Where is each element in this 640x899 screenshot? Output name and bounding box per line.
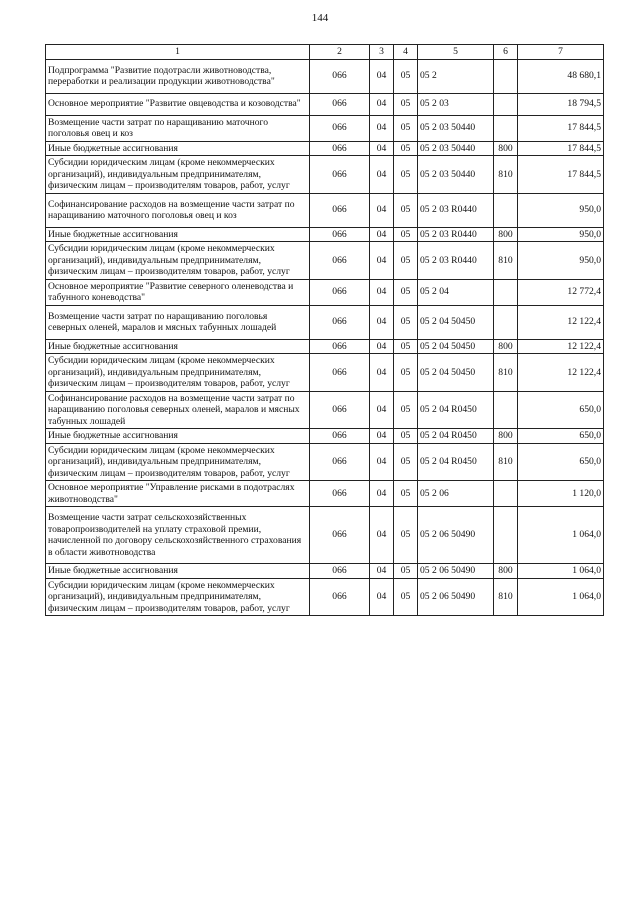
header-cell: 6 bbox=[494, 45, 518, 60]
row-name: Возмещение части затрат по наращиванию маточного поголовья овец и коз bbox=[46, 115, 310, 141]
subsection-code: 05 bbox=[394, 115, 418, 141]
subsection-code: 05 bbox=[394, 305, 418, 339]
target-article-code: 05 2 06 bbox=[418, 481, 494, 507]
section-code: 04 bbox=[370, 156, 394, 194]
amount: 17 844,5 bbox=[518, 141, 604, 156]
grbs-code: 066 bbox=[310, 507, 370, 564]
section-code: 04 bbox=[370, 391, 394, 429]
grbs-code: 066 bbox=[310, 227, 370, 242]
subsection-code: 05 bbox=[394, 141, 418, 156]
amount: 1 064,0 bbox=[518, 564, 604, 579]
expense-type-code bbox=[494, 391, 518, 429]
grbs-code: 066 bbox=[310, 93, 370, 115]
subsection-code: 05 bbox=[394, 429, 418, 444]
target-article-code: 05 2 bbox=[418, 59, 494, 93]
target-article-code: 05 2 03 R0440 bbox=[418, 227, 494, 242]
amount: 1 064,0 bbox=[518, 578, 604, 616]
row-name: Субсидии юридическим лицам (кроме некоммерческих организаций), индивидуальным предпринимателям, физическим лицам – производителям товаров, работ, услуг bbox=[46, 242, 310, 280]
row-name: Подпрограмма "Развитие подотрасли животноводства, переработки и реализации продукции животноводства" bbox=[46, 59, 310, 93]
expense-type-code bbox=[494, 507, 518, 564]
amount: 12 122,4 bbox=[518, 339, 604, 354]
expense-type-code: 810 bbox=[494, 354, 518, 392]
expense-type-code: 810 bbox=[494, 578, 518, 616]
section-code: 04 bbox=[370, 481, 394, 507]
amount: 12 122,4 bbox=[518, 305, 604, 339]
section-code: 04 bbox=[370, 59, 394, 93]
amount: 1 064,0 bbox=[518, 507, 604, 564]
expense-type-code bbox=[494, 193, 518, 227]
row-name: Основное мероприятие "Управление рисками в подотраслях животноводства" bbox=[46, 481, 310, 507]
table-row bbox=[46, 242, 604, 280]
section-code: 04 bbox=[370, 354, 394, 392]
expense-type-code: 800 bbox=[494, 141, 518, 156]
table-row bbox=[46, 279, 604, 305]
target-article-code: 05 2 04 R0450 bbox=[418, 391, 494, 429]
table-row bbox=[46, 93, 604, 115]
section-code: 04 bbox=[370, 141, 394, 156]
header-cell: 1 bbox=[46, 45, 310, 60]
amount: 650,0 bbox=[518, 443, 604, 481]
subsection-code: 05 bbox=[394, 227, 418, 242]
target-article-code: 05 2 04 50450 bbox=[418, 354, 494, 392]
target-article-code: 05 2 06 50490 bbox=[418, 578, 494, 616]
grbs-code: 066 bbox=[310, 391, 370, 429]
amount: 950,0 bbox=[518, 242, 604, 280]
expense-type-code: 810 bbox=[494, 156, 518, 194]
table-row bbox=[46, 578, 604, 616]
subsection-code: 05 bbox=[394, 507, 418, 564]
subsection-code: 05 bbox=[394, 339, 418, 354]
subsection-code: 05 bbox=[394, 354, 418, 392]
amount: 650,0 bbox=[518, 391, 604, 429]
target-article-code: 05 2 03 50440 bbox=[418, 156, 494, 194]
row-name: Иные бюджетные ассигнования bbox=[46, 564, 310, 579]
row-name: Иные бюджетные ассигнования bbox=[46, 429, 310, 444]
subsection-code: 05 bbox=[394, 279, 418, 305]
expense-type-code bbox=[494, 115, 518, 141]
table-row bbox=[46, 115, 604, 141]
target-article-code: 05 2 04 R0450 bbox=[418, 443, 494, 481]
table-row bbox=[46, 156, 604, 194]
subsection-code: 05 bbox=[394, 59, 418, 93]
grbs-code: 066 bbox=[310, 564, 370, 579]
row-name: Субсидии юридическим лицам (кроме некоммерческих организаций), индивидуальным предпринимателям, физическим лицам – производителям товаров, работ, услуг bbox=[46, 354, 310, 392]
row-name: Субсидии юридическим лицам (кроме некоммерческих организаций), индивидуальным предпринимателям, физическим лицам – производителям товаров, работ, услуг bbox=[46, 578, 310, 616]
table-row bbox=[46, 227, 604, 242]
expense-type-code bbox=[494, 279, 518, 305]
grbs-code: 066 bbox=[310, 141, 370, 156]
section-code: 04 bbox=[370, 564, 394, 579]
header-cell: 4 bbox=[394, 45, 418, 60]
table-body bbox=[46, 59, 604, 616]
row-name: Основное мероприятие "Развитие северного оленеводства и табунного коневодства" bbox=[46, 279, 310, 305]
table-row bbox=[46, 507, 604, 564]
amount: 950,0 bbox=[518, 193, 604, 227]
target-article-code: 05 2 06 50490 bbox=[418, 564, 494, 579]
table-row bbox=[46, 305, 604, 339]
amount: 17 844,5 bbox=[518, 115, 604, 141]
grbs-code: 066 bbox=[310, 115, 370, 141]
expense-type-code bbox=[494, 305, 518, 339]
target-article-code: 05 2 03 50440 bbox=[418, 115, 494, 141]
target-article-code: 05 2 04 50450 bbox=[418, 305, 494, 339]
section-code: 04 bbox=[370, 507, 394, 564]
expense-type-code bbox=[494, 59, 518, 93]
header-cell: 7 bbox=[518, 45, 604, 60]
row-name: Субсидии юридическим лицам (кроме некоммерческих организаций), индивидуальным предпринимателям, физическим лицам – производителям товаров, работ, услуг bbox=[46, 156, 310, 194]
grbs-code: 066 bbox=[310, 193, 370, 227]
grbs-code: 066 bbox=[310, 305, 370, 339]
table-row bbox=[46, 354, 604, 392]
header-cell: 5 bbox=[418, 45, 494, 60]
amount: 48 680,1 bbox=[518, 59, 604, 93]
target-article-code: 05 2 04 bbox=[418, 279, 494, 305]
table-row bbox=[46, 481, 604, 507]
subsection-code: 05 bbox=[394, 193, 418, 227]
row-name: Иные бюджетные ассигнования bbox=[46, 141, 310, 156]
section-code: 04 bbox=[370, 279, 394, 305]
table-row bbox=[46, 443, 604, 481]
row-name: Возмещение части затрат по наращиванию поголовья северных оленей, маралов и мясных табунных лошадей bbox=[46, 305, 310, 339]
amount: 650,0 bbox=[518, 429, 604, 444]
target-article-code: 05 2 03 R0440 bbox=[418, 193, 494, 227]
target-article-code: 05 2 03 bbox=[418, 93, 494, 115]
subsection-code: 05 bbox=[394, 564, 418, 579]
grbs-code: 066 bbox=[310, 279, 370, 305]
subsection-code: 05 bbox=[394, 443, 418, 481]
row-name: Иные бюджетные ассигнования bbox=[46, 339, 310, 354]
table-row bbox=[46, 429, 604, 444]
header-cell: 3 bbox=[370, 45, 394, 60]
header-row bbox=[46, 45, 604, 60]
amount: 1 120,0 bbox=[518, 481, 604, 507]
section-code: 04 bbox=[370, 115, 394, 141]
section-code: 04 bbox=[370, 242, 394, 280]
expense-type-code: 800 bbox=[494, 339, 518, 354]
subsection-code: 05 bbox=[394, 242, 418, 280]
section-code: 04 bbox=[370, 443, 394, 481]
row-name: Возмещение части затрат сельскохозяйственных товаропроизводителей на уплату страховой премии, начисленной по договору сельскохозяйственного страхования в области животноводства bbox=[46, 507, 310, 564]
row-name: Основное мероприятие "Развитие овцеводства и козоводства" bbox=[46, 93, 310, 115]
grbs-code: 066 bbox=[310, 156, 370, 194]
expense-type-code: 810 bbox=[494, 443, 518, 481]
expense-type-code bbox=[494, 93, 518, 115]
subsection-code: 05 bbox=[394, 156, 418, 194]
target-article-code: 05 2 06 50490 bbox=[418, 507, 494, 564]
row-name: Субсидии юридическим лицам (кроме некоммерческих организаций), индивидуальным предпринимателям, физическим лицам – производителям товаров, работ, услуг bbox=[46, 443, 310, 481]
expense-type-code: 810 bbox=[494, 242, 518, 280]
amount: 12 772,4 bbox=[518, 279, 604, 305]
target-article-code: 05 2 04 50450 bbox=[418, 339, 494, 354]
expense-type-code: 800 bbox=[494, 429, 518, 444]
target-article-code: 05 2 03 R0440 bbox=[418, 242, 494, 280]
expense-type-code bbox=[494, 481, 518, 507]
amount: 12 122,4 bbox=[518, 354, 604, 392]
table-row bbox=[46, 564, 604, 579]
grbs-code: 066 bbox=[310, 242, 370, 280]
expense-type-code: 800 bbox=[494, 564, 518, 579]
section-code: 04 bbox=[370, 93, 394, 115]
target-article-code: 05 2 03 50440 bbox=[418, 141, 494, 156]
section-code: 04 bbox=[370, 339, 394, 354]
target-article-code: 05 2 04 R0450 bbox=[418, 429, 494, 444]
table-row bbox=[46, 141, 604, 156]
subsection-code: 05 bbox=[394, 93, 418, 115]
grbs-code: 066 bbox=[310, 59, 370, 93]
grbs-code: 066 bbox=[310, 578, 370, 616]
grbs-code: 066 bbox=[310, 443, 370, 481]
header-cell: 2 bbox=[310, 45, 370, 60]
budget-table bbox=[45, 44, 604, 616]
page-number: 144 bbox=[311, 12, 329, 24]
section-code: 04 bbox=[370, 193, 394, 227]
table-row bbox=[46, 59, 604, 93]
expense-type-code: 800 bbox=[494, 227, 518, 242]
table-row bbox=[46, 193, 604, 227]
grbs-code: 066 bbox=[310, 354, 370, 392]
grbs-code: 066 bbox=[310, 481, 370, 507]
grbs-code: 066 bbox=[310, 339, 370, 354]
section-code: 04 bbox=[370, 227, 394, 242]
section-code: 04 bbox=[370, 578, 394, 616]
section-code: 04 bbox=[370, 305, 394, 339]
subsection-code: 05 bbox=[394, 481, 418, 507]
row-name: Софинансирование расходов на возмещение части затрат по наращиванию поголовья северных оленей, маралов и мясных табунных лошадей bbox=[46, 391, 310, 429]
amount: 950,0 bbox=[518, 227, 604, 242]
subsection-code: 05 bbox=[394, 391, 418, 429]
grbs-code: 066 bbox=[310, 429, 370, 444]
section-code: 04 bbox=[370, 429, 394, 444]
subsection-code: 05 bbox=[394, 578, 418, 616]
row-name: Иные бюджетные ассигнования bbox=[46, 227, 310, 242]
table-row bbox=[46, 339, 604, 354]
row-name: Софинансирование расходов на возмещение части затрат по наращиванию маточного поголовья овец и коз bbox=[46, 193, 310, 227]
amount: 17 844,5 bbox=[518, 156, 604, 194]
table-row bbox=[46, 391, 604, 429]
amount: 18 794,5 bbox=[518, 93, 604, 115]
